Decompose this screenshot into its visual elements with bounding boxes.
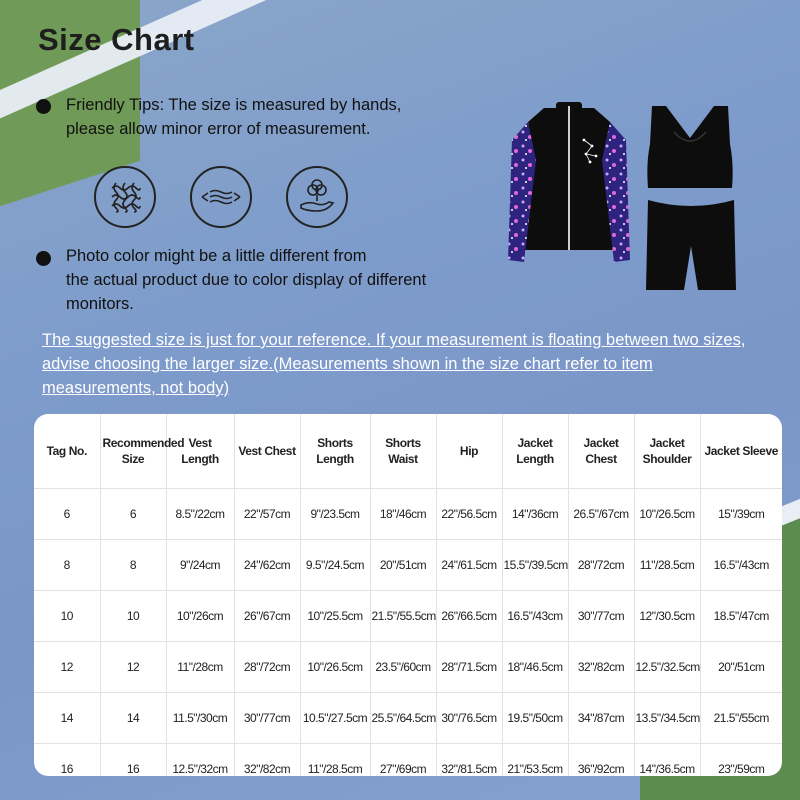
table-cell: 16 xyxy=(100,744,166,777)
table-cell: 34"/87cm xyxy=(568,693,634,744)
table-cell: 28"/72cm xyxy=(568,540,634,591)
stretch-fabric-icon xyxy=(190,166,252,228)
jacket-image xyxy=(506,100,632,270)
page-title: Size Chart xyxy=(38,22,195,57)
table-cell: 10 xyxy=(34,591,100,642)
bullet-dot xyxy=(36,99,51,114)
table-cell: 16 xyxy=(34,744,100,777)
table-cell: 14"/36.5cm xyxy=(634,744,700,777)
table-cell: 12.5"/32.5cm xyxy=(634,642,700,693)
table-cell: 25.5"/64.5cm xyxy=(370,693,436,744)
size-table xyxy=(34,414,782,776)
table-cell: 24"/61.5cm xyxy=(436,540,502,591)
table-cell: 30"/77cm xyxy=(568,591,634,642)
column-header: Hip xyxy=(436,414,502,489)
table-row xyxy=(34,744,782,777)
table-cell: 8 xyxy=(100,540,166,591)
shorts-image xyxy=(644,196,738,294)
table-cell: 9"/24cm xyxy=(166,540,234,591)
table-cell: 16.5"/43cm xyxy=(700,540,782,591)
table-cell: 9"/23.5cm xyxy=(300,489,370,540)
column-header: Jacket Chest xyxy=(568,414,634,489)
table-cell: 11.5"/30cm xyxy=(166,693,234,744)
tip-line: monitors. xyxy=(66,295,134,313)
table-row xyxy=(34,540,782,591)
table-cell: 21.5"/55.5cm xyxy=(370,591,436,642)
column-header: Shorts Waist xyxy=(370,414,436,489)
table-cell: 6 xyxy=(34,489,100,540)
table-cell: 24"/62cm xyxy=(234,540,300,591)
tip-text xyxy=(66,244,426,316)
table-cell: 27"/69cm xyxy=(370,744,436,777)
column-header: Jacket Sleeve xyxy=(700,414,782,489)
table-cell: 10"/26.5cm xyxy=(634,489,700,540)
table-row xyxy=(34,693,782,744)
table-cell: 8 xyxy=(34,540,100,591)
table-cell: 32"/81.5cm xyxy=(436,744,502,777)
table-cell: 32"/82cm xyxy=(568,642,634,693)
table-cell: 28"/72cm xyxy=(234,642,300,693)
table-cell: 12 xyxy=(100,642,166,693)
table-cell: 13.5"/34.5cm xyxy=(634,693,700,744)
table-cell: 18"/46cm xyxy=(370,489,436,540)
column-header: Tag No. xyxy=(34,414,100,489)
table-cell: 10"/26cm xyxy=(166,591,234,642)
table-cell: 11"/28.5cm xyxy=(634,540,700,591)
table-cell: 11"/28.5cm xyxy=(300,744,370,777)
table-cell: 14 xyxy=(34,693,100,744)
table-cell: 21"/53.5cm xyxy=(502,744,568,777)
table-cell: 36"/92cm xyxy=(568,744,634,777)
table-cell: 8.5"/22cm xyxy=(166,489,234,540)
table-cell: 14"/36cm xyxy=(502,489,568,540)
tip-text xyxy=(66,93,401,141)
table-row xyxy=(34,489,782,540)
table-cell: 9.5"/24.5cm xyxy=(300,540,370,591)
cotton-soft-icon xyxy=(286,166,348,228)
table-cell: 18"/46.5cm xyxy=(502,642,568,693)
table-cell: 22"/56.5cm xyxy=(436,489,502,540)
table-cell: 6 xyxy=(100,489,166,540)
tip-line: please allow minor error of measurement. xyxy=(66,120,371,138)
column-header: Jacket Length xyxy=(502,414,568,489)
table-cell: 23"/59cm xyxy=(700,744,782,777)
table-cell: 10 xyxy=(100,591,166,642)
tip-line: Photo color might be a little different from xyxy=(66,247,367,265)
bullet-dot xyxy=(36,251,51,266)
table-cell: 10.5"/27.5cm xyxy=(300,693,370,744)
table-cell: 22"/57cm xyxy=(234,489,300,540)
table-cell: 16.5"/43cm xyxy=(502,591,568,642)
table-cell: 30"/76.5cm xyxy=(436,693,502,744)
table-cell: 23.5"/60cm xyxy=(370,642,436,693)
table-header-row xyxy=(34,414,782,489)
table-row xyxy=(34,642,782,693)
tip-line: the actual product due to color display of different xyxy=(66,271,427,289)
table-cell: 14 xyxy=(100,693,166,744)
table-cell: 21.5"/55cm xyxy=(700,693,782,744)
table-cell: 20"/51cm xyxy=(370,540,436,591)
vest-image xyxy=(644,104,736,190)
table-cell: 10"/25.5cm xyxy=(300,591,370,642)
column-header: Shorts Length xyxy=(300,414,370,489)
column-header: Jacket Shoulder xyxy=(634,414,700,489)
table-cell: 26"/67cm xyxy=(234,591,300,642)
table-cell: 20"/51cm xyxy=(700,642,782,693)
table-cell: 15"/39cm xyxy=(700,489,782,540)
tip-line: Friendly Tips: The size is measured by hands, xyxy=(66,96,402,114)
table-cell: 28"/71.5cm xyxy=(436,642,502,693)
table-cell: 18.5"/47cm xyxy=(700,591,782,642)
column-header: Vest Length xyxy=(166,414,234,489)
table-cell: 26.5"/67cm xyxy=(568,489,634,540)
table-cell: 26"/66.5cm xyxy=(436,591,502,642)
size-notice: The suggested size is just for your reference. If your measurement is floating between two sizes, advise choosing the larger size.(Measurements shown in the size chart refer to item measurements, not body) xyxy=(42,331,746,397)
table-cell: 32"/82cm xyxy=(234,744,300,777)
column-header: Recommended Size xyxy=(100,414,166,489)
table-cell: 15.5"/39.5cm xyxy=(502,540,568,591)
table-cell: 12.5"/32cm xyxy=(166,744,234,777)
table-cell: 30"/77cm xyxy=(234,693,300,744)
table-cell: 12 xyxy=(34,642,100,693)
table-cell: 12"/30.5cm xyxy=(634,591,700,642)
table-cell: 11"/28cm xyxy=(166,642,234,693)
table-row xyxy=(34,591,782,642)
table-cell: 10"/26.5cm xyxy=(300,642,370,693)
table-cell: 19.5"/50cm xyxy=(502,693,568,744)
size-table-card xyxy=(34,414,782,776)
column-header: Vest Chest xyxy=(234,414,300,489)
mesh-fabric-icon xyxy=(94,166,156,228)
